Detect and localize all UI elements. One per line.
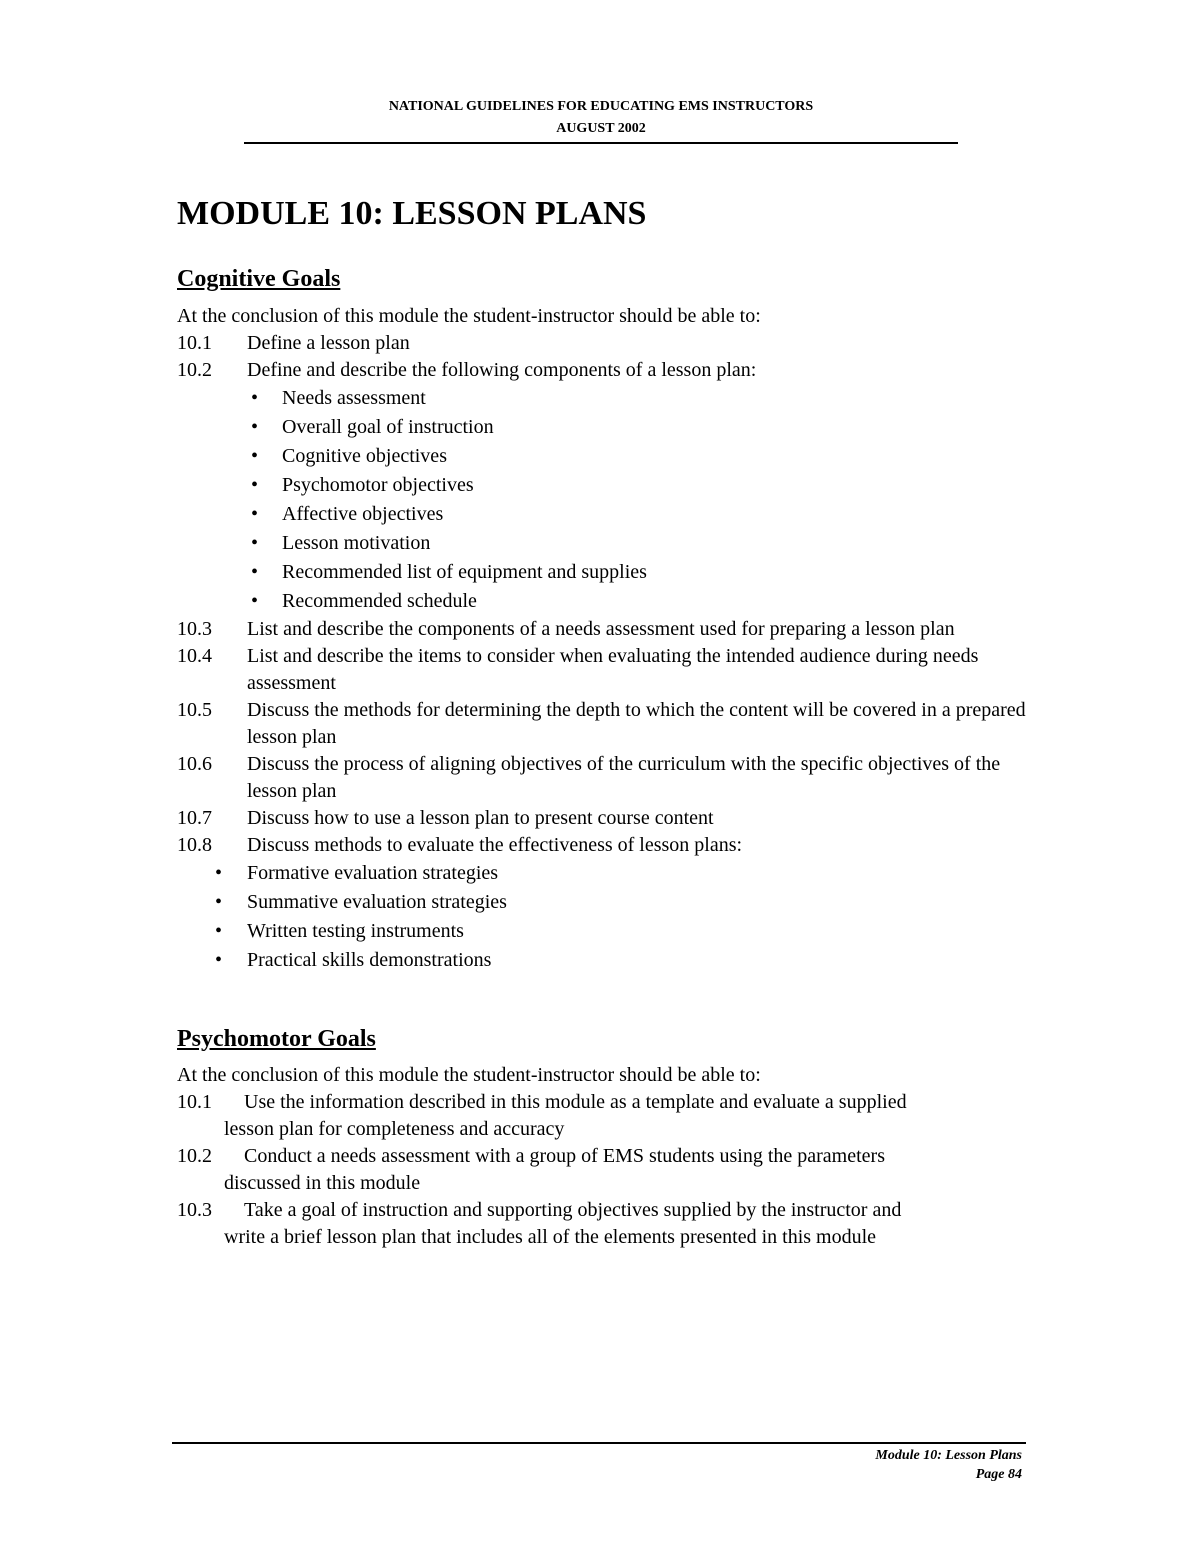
objective-text: Discuss how to use a lesson plan to present course content: [247, 807, 714, 829]
footer-rule: [172, 1442, 1026, 1444]
cognitive-objective-10-7: [177, 805, 1037, 832]
objective-text: Define and describe the following components of a lesson plan:: [247, 359, 757, 381]
bullet-icon: •: [251, 474, 259, 496]
list-item-text: Practical skills demonstrations: [247, 949, 492, 971]
list-item: [177, 946, 1037, 975]
list-item-text: Recommended list of equipment and supplies: [282, 561, 647, 583]
bullet-icon: •: [251, 503, 259, 525]
objective-number: 10.4: [177, 645, 212, 667]
evaluation-methods-list: [177, 859, 1037, 975]
list-item-text: Needs assessment: [282, 387, 426, 409]
objective-text: Discuss the process of aligning objectives of the curriculum with the specific objectives of the lesson plan: [247, 753, 1001, 802]
list-item: [177, 500, 1037, 529]
objective-text-line1: Use the information described in this module as a template and evaluate a supplied: [244, 1091, 907, 1113]
psychomotor-objectives-list: [177, 1089, 1037, 1251]
objective-text-line2: lesson plan for completeness and accuracy: [224, 1118, 565, 1140]
list-item: [177, 384, 1037, 413]
cognitive-objective-10-2: [177, 357, 1037, 384]
objective-number: 10.3: [177, 618, 212, 640]
header-title: NATIONAL GUIDELINES FOR EDUCATING EMS INSTRUCTORS: [388, 99, 814, 114]
objective-text: List and describe the components of a needs assessment used for preparing a lesson plan: [247, 618, 955, 640]
list-item: [177, 471, 1037, 500]
objective-number: 10.1: [177, 1091, 212, 1113]
objective-number: 10.2: [177, 1145, 212, 1167]
bullet-icon: •: [251, 532, 259, 554]
cognitive-objective-10-8: [177, 832, 1037, 859]
lesson-plan-components-list: [177, 384, 1037, 616]
bullet-icon: •: [251, 561, 259, 583]
bullet-icon: •: [251, 445, 259, 467]
list-item-text: Affective objectives: [282, 503, 444, 525]
objective-text-line1: Take a goal of instruction and supporting objectives supplied by the instructor and: [244, 1199, 902, 1221]
psychomotor-objective-10-3: [177, 1197, 1037, 1251]
objective-text-line2: write a brief lesson plan that includes all of the elements presented in this module: [224, 1226, 877, 1248]
list-item-text: Lesson motivation: [282, 532, 431, 554]
cognitive-objective-10-4: [177, 643, 1037, 697]
objective-text-line2: discussed in this module: [224, 1172, 421, 1194]
objective-text-line1: Conduct a needs assessment with a group of EMS students using the parameters: [244, 1145, 885, 1167]
list-item: [177, 558, 1037, 587]
cognitive-objective-10-5: [177, 697, 1037, 751]
running-footer: [875, 1446, 1022, 1484]
header-rule: [244, 142, 958, 144]
list-item: [177, 413, 1037, 442]
list-item: [177, 529, 1037, 558]
cognitive-objective-10-1: [177, 330, 1037, 357]
bullet-icon: •: [251, 590, 259, 612]
psychomotor-intro: At the conclusion of this module the student-instructor should be able to:: [177, 1064, 761, 1086]
objective-number: 10.8: [177, 834, 212, 856]
objective-text: Discuss the methods for determining the depth to which the content will be covered in a prepared lesson plan: [247, 699, 1026, 748]
list-item-text: Formative evaluation strategies: [247, 862, 499, 884]
cognitive-objective-10-6: [177, 751, 1037, 805]
header-date: AUGUST 2002: [556, 121, 646, 136]
list-item: [177, 442, 1037, 471]
cognitive-goals-heading: Cognitive Goals: [177, 266, 341, 292]
objective-number: 10.7: [177, 807, 212, 829]
list-item: [177, 859, 1037, 888]
objective-text: Discuss methods to evaluate the effectiveness of lesson plans:: [247, 834, 743, 856]
list-item: [177, 917, 1037, 946]
psychomotor-objective-10-1: [177, 1089, 1037, 1143]
bullet-icon: •: [215, 891, 223, 913]
list-item: [177, 888, 1037, 917]
list-item-text: Written testing instruments: [247, 920, 464, 942]
footer-module-name: Module 10: Lesson Plans: [875, 1448, 1022, 1463]
page-number: Page 84: [975, 1467, 1022, 1482]
list-item-text: Recommended schedule: [282, 590, 477, 612]
bullet-icon: •: [251, 416, 259, 438]
objective-number: 10.3: [177, 1199, 212, 1221]
bullet-icon: •: [215, 862, 223, 884]
objective-number: 10.6: [177, 753, 212, 775]
list-item-text: Psychomotor objectives: [282, 474, 474, 496]
cognitive-intro: At the conclusion of this module the student-instructor should be able to:: [177, 305, 761, 327]
psychomotor-objective-10-2: [177, 1143, 1037, 1197]
objective-number: 10.1: [177, 332, 212, 354]
list-item-text: Summative evaluation strategies: [247, 891, 507, 913]
bullet-icon: •: [251, 387, 259, 409]
objective-number: 10.2: [177, 359, 212, 381]
bullet-icon: •: [215, 920, 223, 942]
psychomotor-goals-heading: Psychomotor Goals: [177, 1026, 376, 1052]
list-item-text: Cognitive objectives: [282, 445, 447, 467]
objective-number: 10.5: [177, 699, 212, 721]
objective-text: Define a lesson plan: [247, 332, 410, 354]
bullet-icon: •: [215, 949, 223, 971]
list-item: [177, 587, 1037, 616]
objective-text: List and describe the items to consider when evaluating the intended audience during needs assessment: [247, 645, 979, 694]
list-item-text: Overall goal of instruction: [282, 416, 494, 438]
cognitive-objectives-list: [177, 330, 1037, 975]
running-header: [244, 96, 958, 140]
cognitive-objective-10-3: [177, 616, 1037, 643]
module-title: MODULE 10: LESSON PLANS: [177, 195, 647, 232]
